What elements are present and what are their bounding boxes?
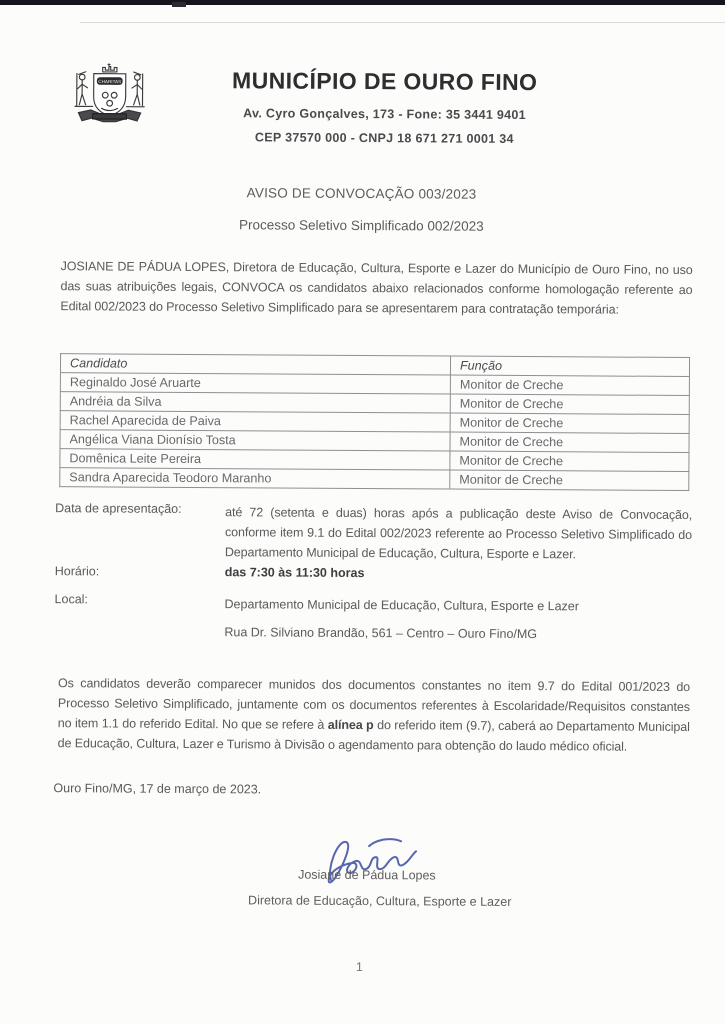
municipality-title: MUNICÍPIO DE OURO FINO xyxy=(232,67,538,96)
schedule-label: Horário: xyxy=(54,564,100,579)
candidate-name: Reginaldo José Aruarte xyxy=(60,373,450,394)
candidate-role: Monitor de Creche xyxy=(450,413,689,433)
schedule-value: das 7:30 às 11:30 horas xyxy=(224,565,365,581)
letterhead-address-line1: Av. Cyro Gonçalves, 173 - Fone: 35 3441 9401 xyxy=(243,106,526,123)
presentation-date-value: até 72 (setenta e duas) horas após a publicação deste Aviso de Convocação, conforme item 9.1 do Edital 002/2023 referente ao Processo Seletivo Simplificado do Departamento Municipal de Educação, Cultura, Esporte e Lazer. xyxy=(224,505,693,562)
candidate-role: Monitor de Creche xyxy=(450,470,689,490)
candidate-name: Angélica Viana Dionísio Tosta xyxy=(60,430,450,451)
place-label: Local: xyxy=(54,592,88,607)
coat-of-arms-icon xyxy=(69,62,149,136)
page-number: 1 xyxy=(355,959,363,975)
column-header-funcao: Função xyxy=(450,356,689,376)
intro-paragraph: JOSIANE DE PÁDUA LOPES, Diretora de Educação, Cultura, Esporte e Lazer do Município de Ouro Fino, no uso das suas atribuições legais, CONVOCA os candidatos abaixo relacionados conforme homologação referente ao Edital 002/2023 do Processo Seletivo Simplificado para se apresentarem para contratação temporária: xyxy=(60,259,693,317)
presentation-date-label: Data de apresentação: xyxy=(55,501,182,516)
candidate-role: Monitor de Creche xyxy=(450,375,689,395)
document-subtitle: Processo Seletivo Simplificado 002/2023 xyxy=(238,217,484,234)
logo-motto-text: CHARITAS xyxy=(98,79,122,85)
signature-name: Josiane de Pádua Lopes xyxy=(298,867,436,883)
place-value-line2: Rua Dr. Silviano Brandão, 561 – Centro – Ouro Fino/MG xyxy=(224,625,538,642)
closing-paragraph xyxy=(58,673,690,757)
closing-paragraph-part2: do referido item (9.7), caberá ao Departamento Municipal de Educação, Cultura, Lazer e Turismo à Divisão o agendamento para obtenção do laudo médico oficial. xyxy=(57,718,690,754)
candidate-role: Monitor de Creche xyxy=(450,394,689,414)
document-title: AVISO DE CONVOCAÇÃO 003/2023 xyxy=(246,185,477,202)
candidate-name: Sandra Aparecida Teodoro Maranho xyxy=(60,468,450,489)
date-line: Ouro Fino/MG, 17 de março de 2023. xyxy=(53,781,262,797)
candidate-name: Andréia da Silva xyxy=(60,392,450,413)
table-row xyxy=(60,468,689,491)
column-header-candidato: Candidato xyxy=(60,354,450,375)
candidate-name: Domênica Leite Pereira xyxy=(60,449,450,470)
candidate-name: Rachel Aparecida de Paiva xyxy=(60,411,450,432)
letterhead xyxy=(179,67,589,147)
candidates-table xyxy=(59,353,690,491)
closing-paragraph-bold: alínea p xyxy=(327,717,374,733)
letterhead-address-line2: CEP 37570 000 - CNPJ 18 671 271 0001 34 xyxy=(254,130,514,146)
candidate-role: Monitor de Creche xyxy=(450,432,689,452)
candidate-role: Monitor de Creche xyxy=(450,451,689,471)
place-value-line1: Departamento Municipal de Educação, Cultura, Esporte e Lazer xyxy=(224,597,579,614)
signature-role: Diretora de Educação, Cultura, Esporte e Lazer xyxy=(248,893,512,909)
closing-paragraph-part1: Os candidatos deverão comparecer munidos dos documentos constantes no item 9.7 do Edital 001/2023 do Processo Seletivo Simplificado, juntamente com os documentos referentes à Escolaridade/Requisitos constantes no item 1.1 do referido Edital. No que se refere à xyxy=(57,676,691,732)
